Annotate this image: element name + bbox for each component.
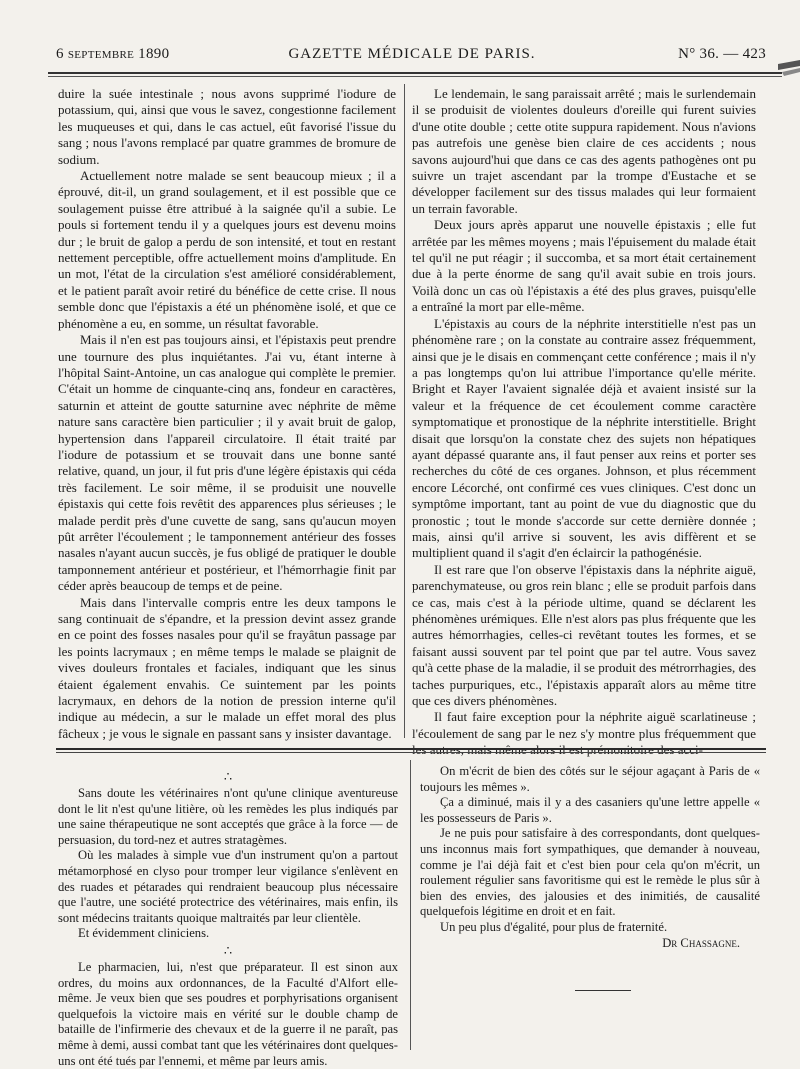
feuilleton-column-divider xyxy=(410,760,411,1050)
header-date: 6 septembre 1890 xyxy=(56,46,170,62)
author-signature: Dr Chassagne. xyxy=(662,935,740,950)
end-rule xyxy=(575,990,631,991)
article-paragraph: Il est rare que l'on observe l'épistaxis dans la néphrite aiguë, parenchymateuse, ou gros rein blanc ; elle se produit parfois dans ce cas, mais c'est à la période ultime, quand se déclarent les phénomènes urémiques. Elle n'est alors pas plus fréquente que les autres hémorrhagies, celles-ci revêtant toutes les formes, et se faisant aussi souvent par tel point que par tel autre. Vous savez qu'à cette phase de la maladie, il se produit des métrorrhagies, des taches purpuriques, etc., l'épistaxis apparaît alors au même titre que ces divers phénomènes. xyxy=(412,561,756,709)
header-rule-thin xyxy=(48,76,782,77)
column-divider xyxy=(404,84,405,738)
section-stars: ∴ xyxy=(223,942,233,958)
feuilleton-column-left xyxy=(58,768,398,1068)
feuilleton-paragraph: Je ne puis pour satisfaire à des correspondants, dont quelques-uns inconnus mais fort sympathiques, que demander à nouveau, comme je l'ai déjà fait et c'est bien pour cela qu'on m'écrit, un roulement régulier sans favoritisme qui est le remède le plus sûr à bien des envies, des jalousies et des inimitiés, de causalité quelquefois légitime en droit et en fait. xyxy=(420,826,760,919)
torn-edge-ornament xyxy=(778,58,800,88)
section-stars: ∴ xyxy=(223,769,233,784)
feuilleton-separator-thin xyxy=(56,752,766,753)
article-paragraph: Deux jours après apparut une nouvelle épistaxis ; elle fut arrêtée par les mêmes moyens ; mais l'épuisement du malade était tel qu'il ne put réagir ; il succomba, et sa mort était certainement due à la perte énorme de sang qu'il avait subie en trois jours. Voilà donc un cas où l'épistaxis a été des plus graves, puisqu'elle a entraîné la mort par elle-même. xyxy=(412,217,756,315)
feuilleton-separator xyxy=(56,748,766,750)
feuilleton-paragraph: Un peu plus d'égalité, pour plus de fraternité. xyxy=(440,919,668,934)
running-header xyxy=(52,46,772,68)
header-rule xyxy=(48,72,782,74)
article-paragraph: duire la suée intestinale ; nous avons supprimé l'iodure de potassium, qui, ainsi que vous le savez, congestionne facilement les muqueuses et qui, dans le cas actuel, eût favorisé l'issue du sang ; nous l'avons remplacé par quatre grammes de bromure de sodium. xyxy=(58,86,396,167)
article-column-right xyxy=(412,86,756,758)
article-paragraph: Mais il n'en est pas toujours ainsi, et l'épistaxis peut prendre une tournure des plus inquiétantes. J'ai vu, étant interne à l'hôpital Saint-Antoine, un cas analogue qui complète le premier. C'était un homme de cinquante-cinq ans, fondeur en caractères, saturnin et atteint de goutte saturnine avec néphrite de même nature sans caractère bien particulier ; il y avait bruit de galop, hypertension dans l'appareil circulatoire. Il était traité par l'iodure de potassium et se trouvait dans une bonne santé relative, quand, un jour, il fut pris d'une légère épistaxis qui céda très facilement. Le soir même, il se produisit une nouvelle épistaxis qui cette fois revêtit des apparences plus sérieuses ; le malade perdit près d'une cuvette de sang, sans qu'aucun moyen pût arrêter l'écoulement ; le tamponnement antérieur des fosses nasales n'ayant aucun succès, je fus obligé de pratiquer le double tamponnement antérieur et postérieur, et l'hémorrhagie finit par céder après beaucoup de temps et de peine. xyxy=(58,332,396,594)
article-paragraph: L'épistaxis au cours de la néphrite interstitielle n'est pas un phénomène rare ; on la constate au contraire assez fréquemment, ainsi que je le disais en commençant cette conférence ; mais il n'y a pas longtemps qu'on lui attribue l'importance qu'elle mérite. Bright et Rayer l'avaient signalée déjà et avaient insisté sur la valeur et la fréquence de cet écoulement comme caractère symptomatique et pronostique de la néphrite interstitielle. Bright disait que lorsqu'on la constate chez des sujets non hépatiques ayant dépassé quarante ans, il faut penser aux reins et porter ses recherches du côté de ces organes. Johnson, et plus récemment encore Lécorché, ont confirmé ces vues cliniques. C'est donc un symptôme important, tant au point de vue du diagnostic que du pronostic ; tout le monde s'accorde sur cette dernière donnée ; mais, ainsi qu'il arrive si souvent, les avis diffèrent et se multiplient quand il s'agit d'en éclaircir la pathogénésie. xyxy=(412,315,756,561)
feuilleton-paragraph: Sans doute les vétérinaires n'ont qu'une clinique aventureuse dont le lit n'est qu'une litière, où les remèdes les plus indiqués par une saine thérapeutique ne sont acceptés que grâce à la force — de persuasion, du tord-nez et autres stratagèmes. xyxy=(58,786,398,847)
article-column-left xyxy=(58,86,396,741)
header-issue: N° 36. — 423 xyxy=(678,46,766,62)
feuilleton-paragraph: Le pharmacien, lui, n'est que préparateur. Il est sinon aux ordres, du moins aux ordonnances, de la Faculté d'Alfort elle-même. Je veux bien que ses poudres et porphyrisations organisent quelquefois la victoire mais en vérité sur le double champ de bataille de l'infirmerie des chevaux et de la guerre il ne paraît, pas même à demi, aussi combat tant que les vétérinaires dont quelques-uns ont été tués par l'ennemi, et même par leurs amis. xyxy=(58,959,398,1068)
article-paragraph: Actuellement notre malade se sent beaucoup mieux ; il a éprouvé, dit-il, un grand soulagement, et il est possible que ce soulagement puisse être attribué à la saignée qu'il a subie. Le pouls si fortement tendu il y a quelques jours est devenu moins dur ; le bruit de galop a perdu de son intensité, et tout en restant nettement perceptible, offre actuellement moins d'amplitude. En un mot, l'état de la circulation s'est amélioré considérablement, et le patient paraît avoir retiré du bénéfice de cette crise. Il nous semble donc que l'épistaxis a été un phénomène isolé, et que ce phénomène a eu, en somme, un résultat favorable. xyxy=(58,168,396,331)
feuilleton-paragraph: On m'écrit de bien des côtés sur le séjour agaçant à Paris de « toujours les mêmes ». xyxy=(420,764,760,794)
article-paragraph: Mais dans l'intervalle compris entre les deux tampons le sang continuait de s'épandre, et la pression devint assez grande en ce point des fosses nasales pour qu'il se frayâtun passage par les points lacrymaux ; en même temps le malade se plaignit de vives douleurs frontales et faciales, indiquant que les sinus étaient également envahis. Ce suintement par les points lacrymaux, en dehors de la notion de pression interne qu'il indique au médecin, a sur le malade un effet moral des plus fâcheux ; je vous le signale en passant sans y insister davantage. xyxy=(58,594,396,741)
feuilleton-column-right xyxy=(420,764,760,1014)
header-title: GAZETTE MÉDICALE DE PARIS. xyxy=(288,46,536,62)
feuilleton-paragraph: Et évidemment cliniciens. xyxy=(78,926,210,941)
feuilleton-paragraph: Où les malades à simple vue d'un instrument qu'on a partout métamorphosé en clyso pour tromper leur vigilance s'enlèvent en des ruades et pétarades qui rendraient beaucoup plus nécessaire que l'autre, une société protectrice des vétérinaires, mais enfin, ils sont médecins traitants quoique maltraités par leur clientèle. xyxy=(58,848,398,925)
article-paragraph: Il faut faire exception pour la néphrite aiguë scarlatineuse ; l'écoulement de sang par le nez s'y montre plus fréquemment que les autres, mais même alors il est prémonitoire des acci- xyxy=(412,709,756,758)
feuilleton-paragraph: Ça a diminué, mais il y a des casaniers qu'une lettre appelle « les possesseurs de Paris ». xyxy=(420,795,760,825)
article-paragraph: Le lendemain, le sang paraissait arrêté ; mais le surlendemain il se produisit de violentes douleurs d'oreille qui furent suivies d'une otite double ; cette otite suppura rapidement. Nous n'avions pas autrefois une genèse bien claire de ces accidents ; nous savons aujourd'hui que dans ce cas des agents pathogènes ont pu suivre un trajet ascendant par la trompe d'Eustache et se développer facilement sur des tissus malades qui leur formaient un terrain favorable. xyxy=(412,86,756,216)
